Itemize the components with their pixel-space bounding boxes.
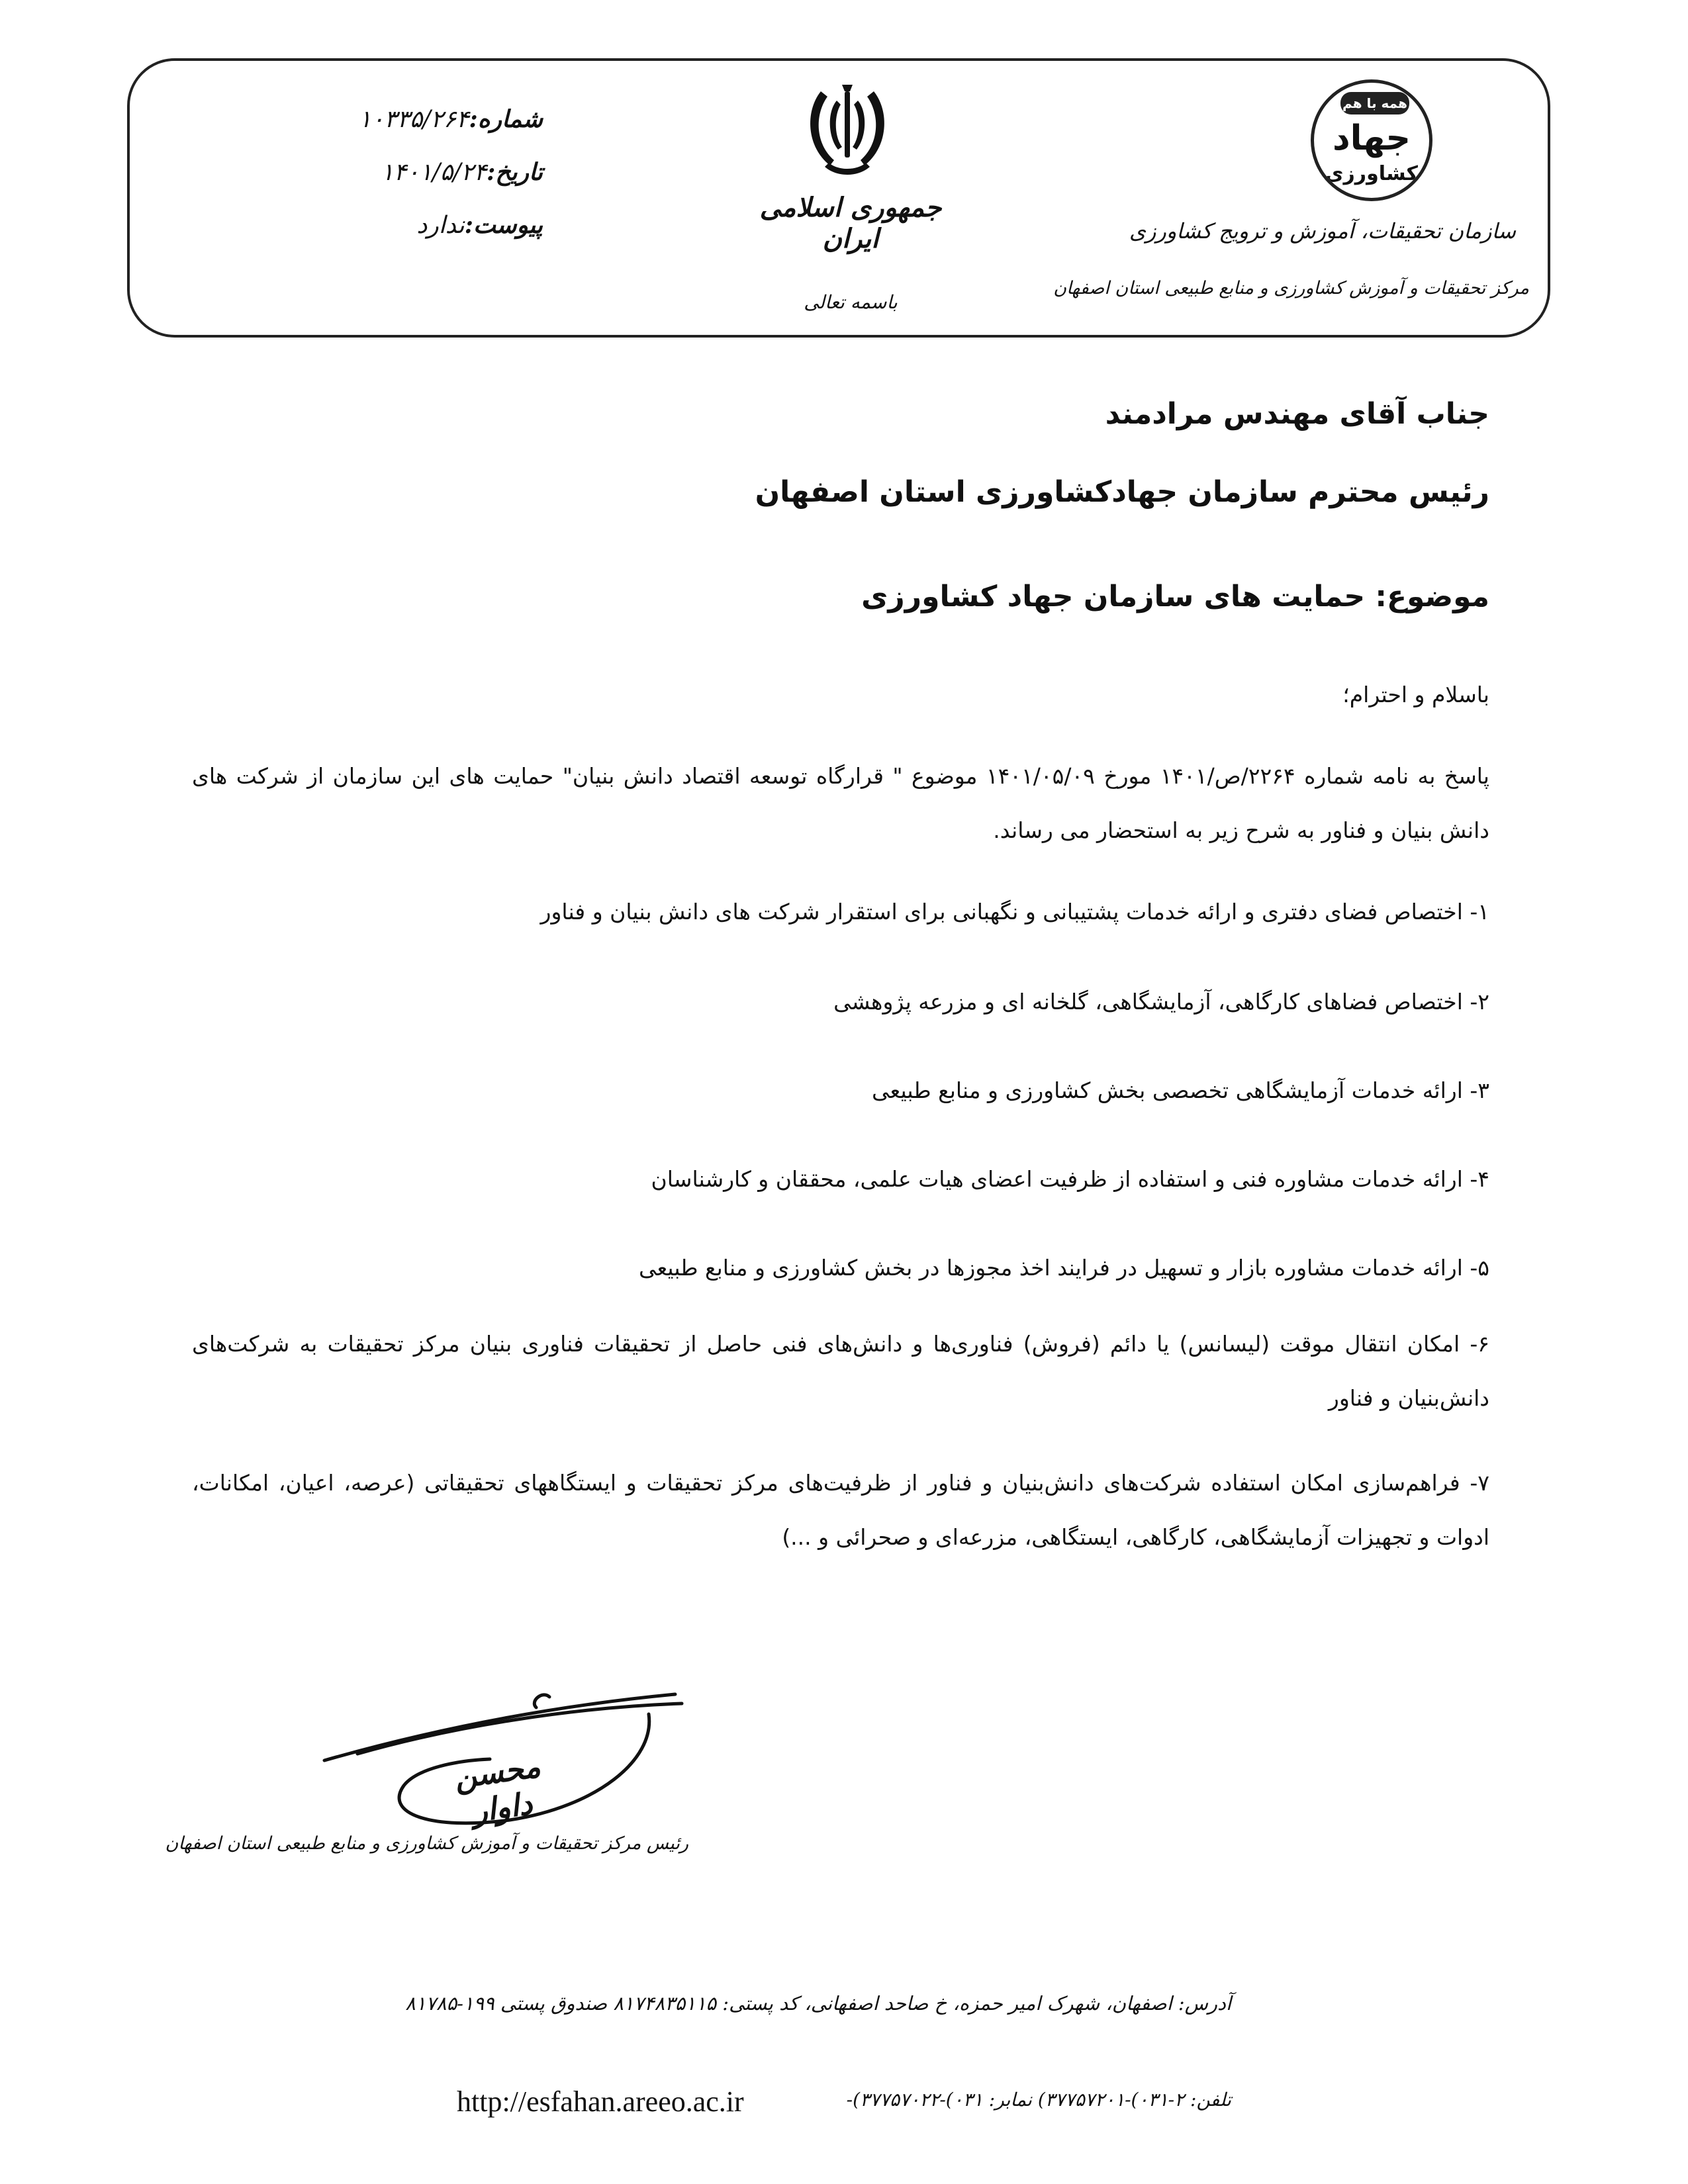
reference-block bbox=[305, 93, 543, 251]
list-item: ۲- اختصاص فضاهای کارگاهی، آزمایشگاهی، گلخانه ای و مزرعه پژوهشی bbox=[833, 989, 1489, 1015]
addressee-title: رئیس محترم سازمان جهادکشاورزی استان اصفهان bbox=[755, 475, 1489, 509]
intro-paragraph: پاسخ به نامه شماره ۲۲۶۴/ص/۱۴۰۱ مورخ ۱۴۰۱/۰۵/۰۹ موضوع " قرارگاه توسعه اقتصاد دانش بنیان" حمایت های این سازمان از شرکت های دانش بنیان و فناور به شرح زیر به استحضار می رساند. bbox=[192, 763, 1489, 843]
letter-number bbox=[305, 93, 543, 146]
signatory-title: رئیس مرکز تحقیقات و آموزش کشاورزی و منابع طبیعی استان اصفهان bbox=[165, 1833, 688, 1854]
basmala: باسمه تعالی bbox=[804, 291, 898, 313]
list-item: ۱- اختصاص فضای دفتری و ارائه خدمات پشتیبانی و نگهبانی برای استقرار شرکت های دانش بنیان و فناور bbox=[540, 899, 1489, 925]
list-item: ۴- ارائه خدمات مشاوره فنی و استفاده از ظرفیت اعضای هیات علمی، محققان و کارشناسان bbox=[651, 1166, 1489, 1192]
list-item: ۷- فراهم‌سازی امکان استفاده شرکت‌های دانش‌بنیان و فناور از ظرفیت‌های مرکز تحقیقات و ایستگاههای تحقیقاتی (عرصه، اعیان، امکانات، ادوات و تجهیزات آزمایشگاهی، کارگاهی، ایستگاهی، مزرعه‌ای و صحرائی و ...) bbox=[192, 1470, 1489, 1550]
list-item: ۶- امکان انتقال موقت (لیسانس) یا دائم (فروش) فناوری‌ها و دانش‌های فنی حاصل از تحقیقات فناوری بنیان مرکز تحقیقات به شرکت‌های دانش‌بنیان و فناور bbox=[192, 1331, 1489, 1411]
letter-attachment-label: پیوست: bbox=[464, 211, 543, 239]
addressee-name: جناب آقای مهندس مرادمند bbox=[1105, 397, 1489, 431]
footer-address: آدرس: اصفهان، شهرک امیر حمزه، خ صاحد اصفهانی، کد پستی: ۸۱۷۴۸۳۵۱۱۵ صندوق پستی ۱۹۹-۸۱۷۸۵ bbox=[405, 1992, 1231, 2015]
list-item: ۵- ارائه خدمات مشاوره بازار و تسهیل در فرایند اخذ مجوزها در بخش کشاورزی و منابع طبیعی bbox=[638, 1255, 1489, 1281]
letter-attachment bbox=[305, 199, 543, 251]
letter-date-value: ۱۴۰۱/۵/۲۴ bbox=[381, 159, 487, 186]
letter-date-label: تاریخ: bbox=[487, 158, 543, 186]
center-name: مرکز تحقیقات و آموزش کشاورزی و منابع طبیعی استان اصفهان bbox=[1053, 278, 1529, 298]
website-link[interactable]: http://esfahan.areeo.ac.ir bbox=[457, 2085, 744, 2118]
greeting: باسلام و احترام؛ bbox=[1342, 682, 1489, 707]
logo-word-keshavarzi: کشاورزی bbox=[1325, 162, 1418, 185]
footer-contact bbox=[457, 2085, 1231, 2124]
letter-attachment-value: ندارد bbox=[416, 212, 465, 239]
letter-subject: موضوع: حمایت های سازمان جهاد کشاورزی bbox=[861, 580, 1489, 614]
logo-slogan: همه با هم bbox=[1340, 92, 1409, 114]
letter-number-label: شماره: bbox=[469, 105, 543, 133]
iran-emblem-icon bbox=[801, 78, 894, 184]
letter-date bbox=[305, 146, 543, 199]
logo-word-jahad: جهاد bbox=[1332, 118, 1411, 158]
country-name: جمهوری اسلامی ایران bbox=[759, 192, 942, 254]
footer-phone-fax: تلفن: ۲-۰۳۱)-۳۷۷۵۷۲۰۱) نمابر: ۰۳۱)-۳۷۷۵۷۰۲۲)- bbox=[846, 2089, 1231, 2111]
jahad-logo bbox=[1311, 79, 1432, 201]
letter-number-value: ۱۰۳۳۵/۲۶۴ bbox=[358, 106, 469, 133]
list-item: ۳- ارائه خدمات آزمایشگاهی تخصصی بخش کشاورزی و منابع طبیعی bbox=[872, 1077, 1489, 1103]
organization-name: سازمان تحقیقات، آموزش و ترویج کشاورزی bbox=[1129, 218, 1516, 244]
signatory-name: محسن داوار bbox=[451, 1748, 543, 1829]
